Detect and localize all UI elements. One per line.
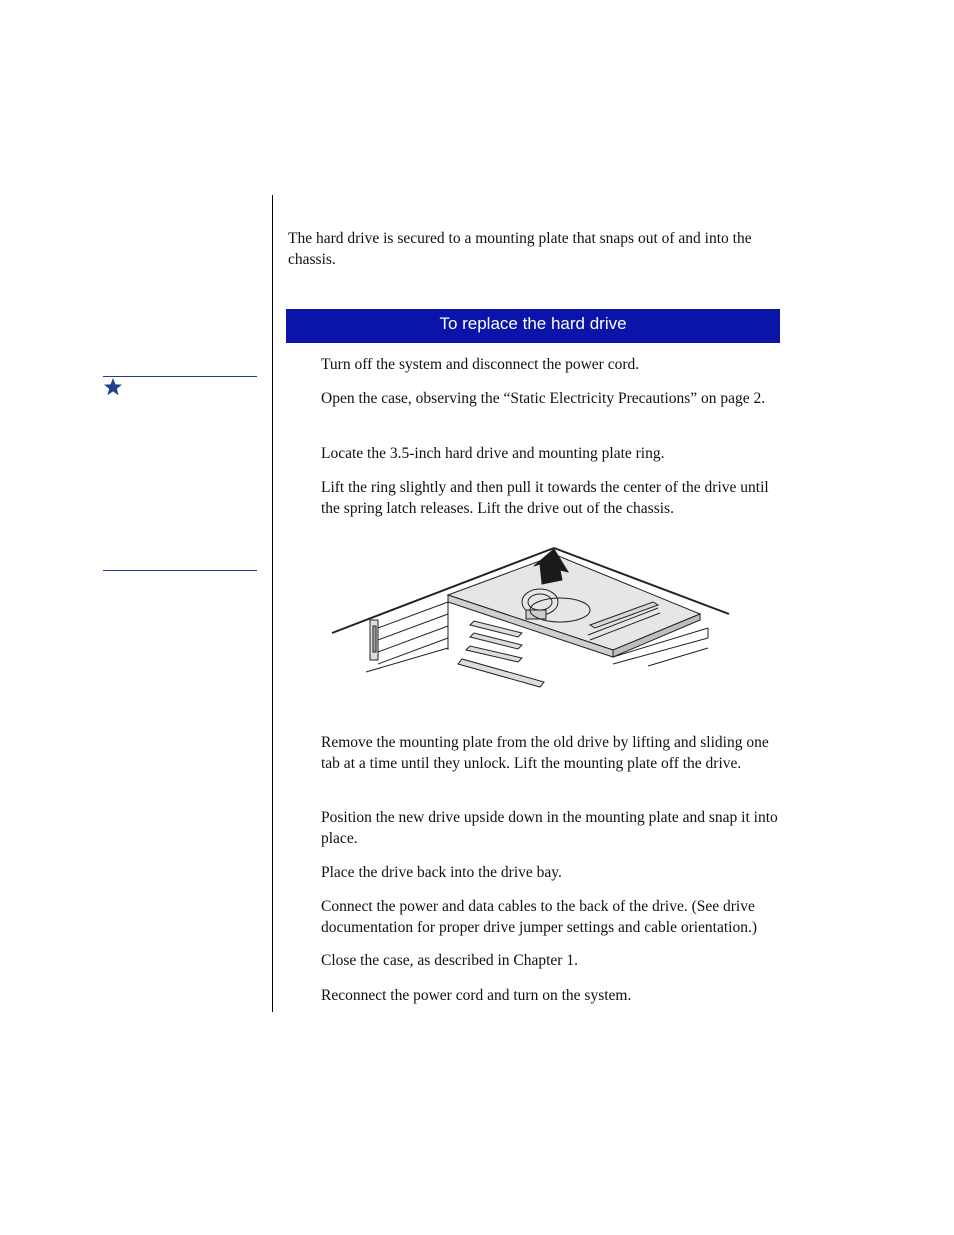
step-2: Open the case, observing the “Static Electricity Precautions” on page 2. — [321, 390, 766, 407]
step-9: Close the case, as described in Chapter 1. — [321, 952, 578, 969]
margin-rule — [272, 195, 273, 1012]
note-bottom-rule — [103, 570, 257, 571]
star-icon — [103, 377, 123, 397]
step-6: Position the new drive upside down in the mounting plate and snap it into place. — [321, 809, 778, 847]
procedure-heading: To replace the hard drive — [286, 309, 780, 343]
step-4: Lift the ring slightly and then pull it towards the center of the drive until the spring latch releases. Lift the drive out of the chassis. — [321, 479, 769, 517]
step-7: Place the drive back into the drive bay. — [321, 864, 562, 881]
step-1: Turn off the system and disconnect the power cord. — [321, 356, 640, 373]
note-top-rule — [103, 376, 257, 377]
step-10: Reconnect the power cord and turn on the system. — [321, 987, 632, 1004]
hard-drive-removal-illustration — [328, 540, 738, 705]
step-8: Connect the power and data cables to the back of the drive. (See drive documentation for proper drive jumper settings and cable orientation.) — [321, 898, 758, 936]
step-5: Remove the mounting plate from the old drive by lifting and sliding one tab at a time until they unlock. Lift the mounting plate off the drive. — [321, 734, 769, 772]
intro-paragraph: The hard drive is secured to a mounting plate that snaps out of and into the chassis. — [288, 230, 752, 268]
step-3: Locate the 3.5-inch hard drive and mounting plate ring. — [321, 445, 665, 462]
